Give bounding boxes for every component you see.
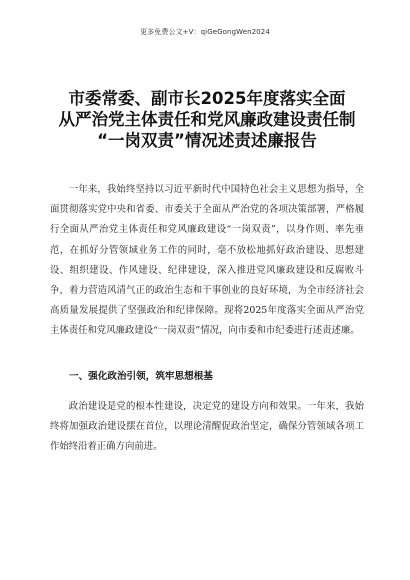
intro-paragraph: 一年来，我始终坚持以习近平新时代中国特色社会主义思想为指导，全面贯彻落实党中央和省委、市委关于全面从严治党的各项决策部署，严格履行全面从严治党主体责任和党风廉政建设“一岗双责”，以身作则、率先垂范，在抓好分管领域业务工作的同时，毫不放松地抓好政治建设、思想建设、组织建设、作风建设、纪律建设，深入推进党风廉政建设和反腐败斗争，着力营造风清气正的政治生态和干事创业的良好环境，为全市经济社会高质量发展提供了坚强政治和纪律保障。现将2025年度落实全面从严治党主体责任和党风廉政建设“一岗双责”情况，向市委和市纪委进行述责述廉。 xyxy=(50,184,364,337)
title-line-3: “一岗双责”情况述责述廉报告 xyxy=(97,131,317,150)
title-line-2: 从严治党主体责任和党风廉政建设责任制 xyxy=(58,110,356,129)
document-title xyxy=(40,88,374,151)
section-paragraph: 政治建设是党的根本性建设，决定党的建设方向和效果。一年来，我始终将加强政治建设摆在首位，以理论清醒促政治坚定，确保分管领域各项工作始终沿着正确方向前进。 xyxy=(50,401,364,453)
header-note: 更多免费公文+V：qiGeGongWen2024 xyxy=(140,28,270,36)
title-line-1: 市委常委、副市长2025年度落实全面 xyxy=(68,89,346,108)
section-heading: 一、强化政治引领，筑牢思想根基 xyxy=(69,371,213,382)
